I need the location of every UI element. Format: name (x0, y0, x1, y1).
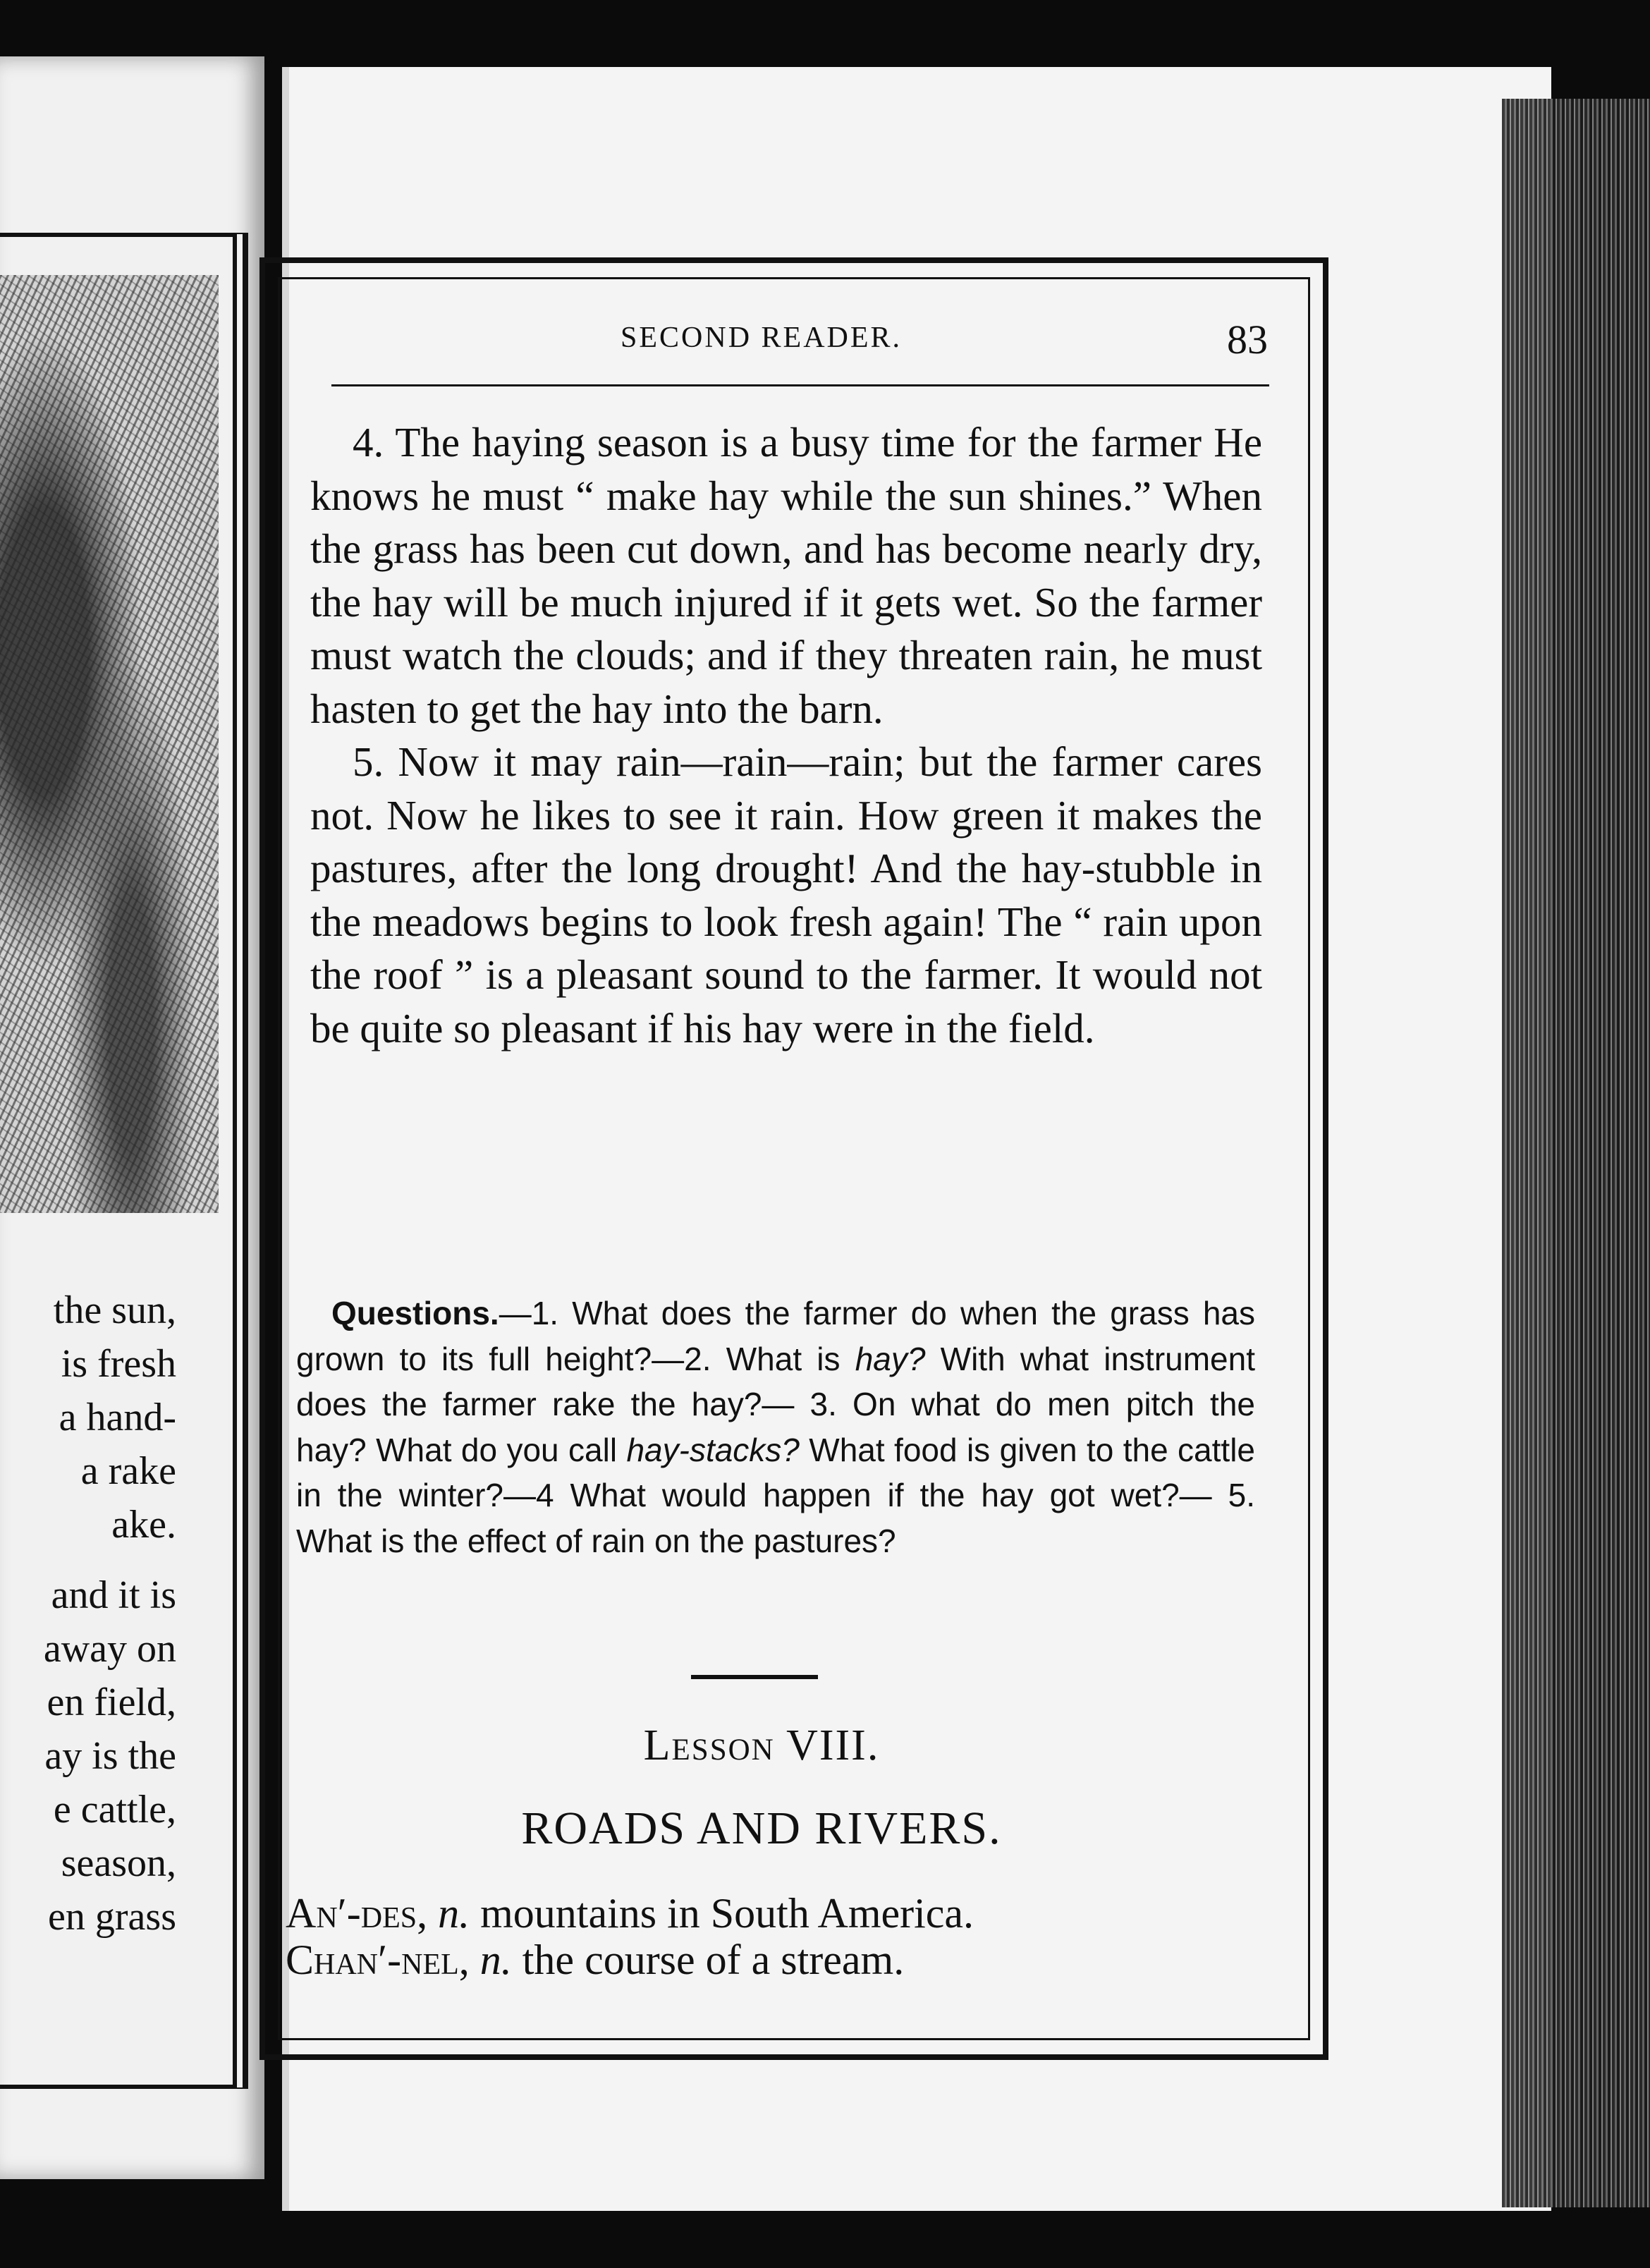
questions-block (296, 1291, 1255, 1563)
header-rule (331, 384, 1269, 386)
left-text-line: the sun, (53, 1288, 176, 1332)
left-text-line: away on (43, 1627, 176, 1671)
left-text-line: en grass (48, 1895, 176, 1939)
left-text-line: is fresh (61, 1342, 176, 1386)
questions-text: With what instrument does the farmer rake the hay?— 3. On what do men pitch the hay? What do you call (296, 1340, 1255, 1468)
left-text-line: e cattle, (53, 1788, 176, 1831)
left-page (0, 56, 264, 2179)
vocabulary-definition: the course of a stream. (522, 1937, 905, 1983)
questions-label: Questions. (331, 1295, 499, 1331)
paragraph-number: 5. (353, 738, 384, 785)
paragraph-number: 4. (353, 419, 384, 465)
questions-italic-term: hay? (855, 1340, 926, 1377)
left-text-line: a rake (80, 1449, 176, 1493)
running-head: SECOND READER. (621, 322, 903, 354)
paragraph-text: Now it may rain—rain—rain; but the farmer cares not. Now he likes to see it rain. How green it makes the pastures, after the long drought! And the hay-stubble in the meadows begins to look fresh again! The “ rain upon the roof ” is a pleasant sound to the farmer. It would not be quite so pleasant if his hay were in the field. (310, 738, 1262, 1051)
paragraph-5 (310, 736, 1262, 1055)
vocabulary-entry (286, 1890, 1287, 1937)
left-text-line: a hand- (59, 1396, 176, 1439)
engraving-illustration (0, 275, 219, 1213)
lesson-number-text: Lesson VIII. (643, 1721, 880, 1769)
vocabulary-part-of-speech: n. (438, 1890, 470, 1937)
vocabulary-term: Chan′-nel, (286, 1937, 470, 1983)
page-number: 83 (1227, 317, 1268, 362)
vocabulary-term: An′-des, (286, 1890, 428, 1937)
paragraph-text: The haying season is a busy time for the farmer He knows he must “ make hay while the sun shines.” When the grass has been cut down, and has become nearly dry, the hay will be much injured if it gets wet. So the farmer must watch the clouds; and if they threaten rain, he must hasten to get the hay into the barn. (310, 419, 1263, 732)
left-text-line: ake. (111, 1503, 176, 1547)
vocabulary-list (286, 1890, 1287, 1983)
left-text-line: season, (61, 1841, 176, 1885)
left-text-line: en field, (47, 1681, 176, 1724)
questions-italic-term: hay-stacks? (626, 1431, 800, 1468)
body-text (310, 416, 1262, 1055)
paragraph-4 (310, 416, 1262, 736)
left-text-line: ay is the (44, 1734, 176, 1778)
lesson-title-text: ROADS AND RIVERS. (521, 1803, 1002, 1854)
lesson-title (0, 1802, 1650, 1855)
vocabulary-entry (286, 1937, 1287, 1983)
page-edges (1502, 99, 1650, 2207)
vocabulary-part-of-speech: n. (479, 1937, 512, 1983)
vocabulary-definition: mountains in South America. (480, 1890, 974, 1937)
questions-text: What food is given to the cattle in the winter?—4 What would happen if the hay got wet?— 5. What is the effect of rain on the pastures? (296, 1431, 1255, 1559)
questions-text: —1. What does the farmer do when the grass has grown to its full height?—2. What is (296, 1295, 1255, 1377)
left-text-line: and it is (51, 1573, 176, 1617)
section-divider (691, 1675, 818, 1679)
lesson-number (0, 1721, 1650, 1771)
